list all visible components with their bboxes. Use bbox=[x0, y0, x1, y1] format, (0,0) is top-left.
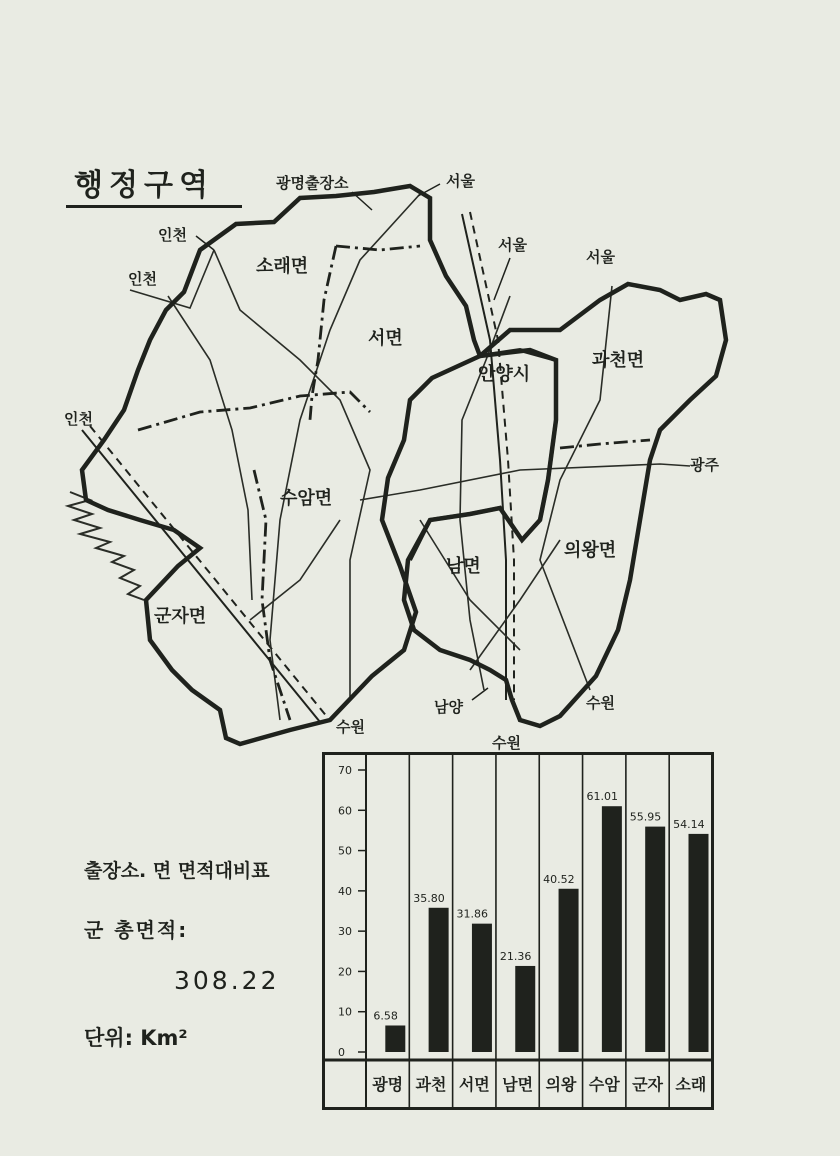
leader-line bbox=[494, 258, 510, 300]
y-tick-label: 10 bbox=[338, 1005, 352, 1019]
map-title: 행정구역 bbox=[74, 168, 214, 203]
place-label-seoul-3: 서울 bbox=[586, 248, 615, 266]
place-label-seoul-2: 서울 bbox=[498, 236, 527, 254]
unit-label: 단위: Km² bbox=[84, 1026, 188, 1050]
region-label-gwacheon: 과천면 bbox=[592, 350, 645, 371]
bar-value-label: 35.80 bbox=[413, 891, 445, 905]
bar-2 bbox=[429, 908, 449, 1052]
region-label-sorae: 소래면 bbox=[256, 256, 309, 277]
place-label-namyang: 남양 bbox=[434, 698, 463, 716]
place-label-suwon-1: 수원 bbox=[336, 718, 365, 736]
bar-value-label: 6.58 bbox=[373, 1009, 398, 1023]
county-boundary-east bbox=[404, 284, 726, 726]
place-label-incheon-2: 인천 bbox=[128, 270, 157, 288]
category-label: 서면 bbox=[458, 1075, 490, 1094]
leader-line bbox=[418, 184, 440, 196]
category-label: 과천 bbox=[415, 1075, 447, 1094]
category-label: 군자 bbox=[632, 1075, 663, 1094]
total-area-value: 308.22 bbox=[174, 966, 280, 995]
place-label-gwangju: 광주 bbox=[690, 456, 719, 474]
region-label-seo: 서면 bbox=[368, 328, 403, 349]
category-label: 광명 bbox=[372, 1075, 404, 1094]
bar-1 bbox=[385, 1025, 405, 1052]
bar-value-label: 55.95 bbox=[629, 810, 662, 824]
railway-lines bbox=[82, 212, 514, 722]
bar-value-label: 31.86 bbox=[456, 907, 489, 921]
area-bar-chart bbox=[322, 752, 714, 1112]
category-label: 소래 bbox=[675, 1075, 707, 1094]
region-label-nam: 남면 bbox=[446, 556, 481, 577]
bar-6 bbox=[602, 806, 622, 1052]
bar-value-label: 40.52 bbox=[543, 872, 575, 886]
y-tick-label: 0 bbox=[338, 1046, 345, 1059]
y-tick-label: 40 bbox=[338, 884, 352, 898]
bar-4 bbox=[515, 966, 535, 1052]
place-label-gwangmyeong-office: 광명출장소 bbox=[276, 174, 349, 192]
bar-value-label: 21.36 bbox=[499, 949, 532, 963]
category-label: 수암 bbox=[588, 1075, 620, 1094]
region-label-gunja: 군자면 bbox=[154, 606, 207, 627]
leader-line bbox=[472, 688, 488, 700]
bar-5 bbox=[559, 889, 579, 1052]
chart-caption: 출장소. 면 면적대비표 bbox=[84, 860, 270, 882]
y-tick-label: 70 bbox=[338, 764, 352, 777]
y-tick-label: 30 bbox=[338, 925, 352, 939]
road-lines bbox=[130, 194, 690, 720]
bar-value-label: 54.14 bbox=[673, 817, 705, 831]
place-label-incheon-1: 인천 bbox=[158, 226, 187, 244]
place-label-incheon-3: 인천 bbox=[64, 410, 93, 428]
region-label-suam: 수암면 bbox=[280, 488, 333, 509]
y-tick-label: 60 bbox=[338, 804, 352, 818]
bar-3 bbox=[472, 924, 492, 1052]
bar-value-label: 61.01 bbox=[586, 790, 618, 804]
category-label: 의왕 bbox=[545, 1075, 577, 1094]
category-label: 남면 bbox=[502, 1075, 534, 1094]
y-tick-label: 20 bbox=[338, 965, 352, 979]
bar-7 bbox=[645, 827, 665, 1052]
bar-8 bbox=[689, 834, 709, 1052]
y-tick-label: 50 bbox=[338, 844, 352, 858]
region-label-uiwang: 의왕면 bbox=[564, 540, 617, 561]
internal-boundaries bbox=[138, 246, 650, 720]
place-label-suwon-2: 수원 bbox=[492, 734, 521, 752]
region-label-anyang: 안양시 bbox=[478, 364, 531, 385]
place-label-seoul-1: 서울 bbox=[446, 172, 475, 190]
place-label-suwon-3: 수원 bbox=[586, 694, 615, 712]
total-area-label: 군 총면적: bbox=[84, 918, 189, 942]
